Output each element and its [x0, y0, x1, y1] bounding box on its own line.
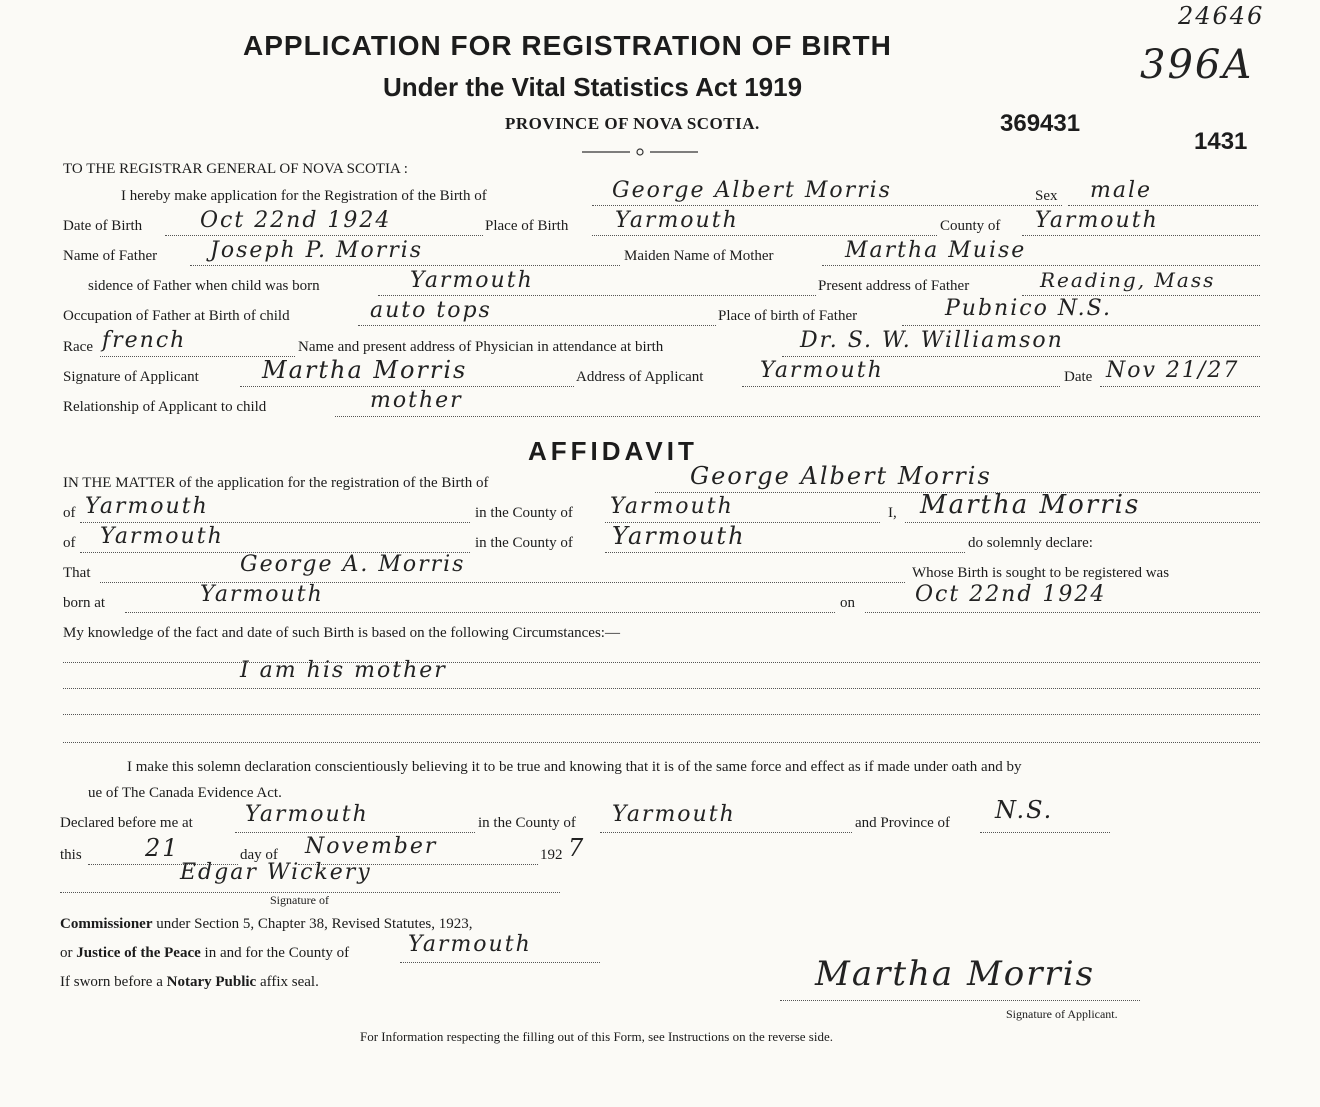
declared-county-value: Yarmouth — [612, 802, 736, 827]
occupation-value: auto tops — [370, 298, 492, 323]
declarant-value: Martha Morris — [920, 490, 1141, 520]
that-label: That — [63, 565, 91, 581]
form-subtitle: Under the Vital Statistics Act 1919 — [383, 72, 803, 102]
residence-value: Yarmouth — [410, 268, 534, 293]
notary-line — [60, 974, 319, 991]
child-name-value: George Albert Morris — [612, 178, 892, 203]
intro-label: I hereby make application for the Registration of the Birth of — [121, 188, 487, 204]
commissioner-bold: Commissioner — [60, 916, 153, 932]
address-applicant-label: Address of Applicant — [576, 369, 704, 385]
province-value: N.S. — [995, 796, 1054, 824]
father-birthplace-value: Pubnico N.S. — [945, 296, 1112, 321]
county-value-1: Yarmouth — [610, 494, 734, 519]
of-label-1: of — [63, 505, 76, 521]
physician-value: Dr. S. W. Williamson — [800, 328, 1064, 353]
justice-rest: in and for the County of — [200, 945, 350, 961]
i-label: I, — [888, 505, 897, 521]
province-heading: PROVINCE OF NOVA SCOTIA. — [505, 114, 760, 133]
year-suffix: 7 — [568, 834, 586, 862]
circumstance-value: I am his mother — [240, 658, 447, 683]
born-place-value: Yarmouth — [200, 582, 324, 607]
notary-rest: affix seal. — [256, 974, 319, 990]
relationship-label: Relationship of Applicant to child — [63, 399, 267, 415]
sex-value: male — [1090, 178, 1153, 203]
ornament-divider — [580, 144, 700, 154]
year-prefix: 192 — [540, 847, 563, 863]
mother-label: Maiden Name of Mother — [624, 248, 774, 264]
father-value: Joseph P. Morris — [210, 238, 424, 263]
relationship-value: mother — [370, 388, 463, 413]
form-number: 1431 — [1194, 128, 1248, 155]
date-label: Date — [1064, 369, 1093, 385]
declare-label: do solemnly declare: — [968, 535, 1093, 551]
top-note: 24646 — [1178, 2, 1265, 30]
applicant-signature-label: Signature of Applicant. — [1006, 1007, 1118, 1021]
day-value: 21 — [145, 834, 180, 862]
ornament-icon — [580, 147, 700, 157]
dob-label: Date of Birth — [63, 218, 143, 234]
solemn-declaration-2: ue of The Canada Evidence Act. — [88, 785, 282, 801]
commissioner-signature: Edgar Wickery — [180, 860, 372, 885]
justice-line — [60, 945, 349, 962]
present-address-value: Reading, Mass — [1040, 268, 1216, 292]
born-date-value: Oct 22nd 1924 — [915, 582, 1107, 607]
county-value-2: Yarmouth — [612, 522, 746, 550]
on-label: on — [840, 595, 855, 611]
father-birthplace-label: Place of birth of Father — [718, 308, 858, 324]
sex-label: Sex — [1035, 188, 1058, 204]
county-value: Yarmouth — [1035, 208, 1159, 233]
race-label: Race — [63, 339, 93, 355]
day-label: day of — [240, 847, 278, 863]
to-registrar-line: TO THE REGISTRAR GENERAL OF NOVA SCOTIA : — [63, 161, 408, 177]
form-title: APPLICATION FOR REGISTRATION OF BIRTH — [243, 30, 892, 61]
declared-county-label: in the County of — [478, 815, 576, 831]
footer-note: For Information respecting the filling out of this Form, see Instructions on the reverse side. — [360, 1029, 833, 1044]
pob-value: Yarmouth — [615, 208, 739, 233]
of-label-2: of — [63, 535, 76, 551]
mother-value: Martha Muise — [845, 238, 1027, 263]
notary-pre: If sworn before a — [60, 974, 167, 990]
county-label-2: in the County of — [475, 535, 573, 551]
declared-place-value: Yarmouth — [245, 802, 369, 827]
of-value-2: Yarmouth — [100, 524, 224, 549]
of-value-1: Yarmouth — [85, 494, 209, 519]
physician-label: Name and present address of Physician in attendance at birth — [298, 339, 664, 355]
sig-applicant-value: Martha Morris — [262, 356, 468, 384]
serial-number: 369431 — [1000, 110, 1081, 137]
signature-of-label: Signature of — [270, 893, 329, 907]
commissioner-rest: under Section 5, Chapter 38, Revised Statutes, 1923, — [152, 916, 473, 932]
province-label: and Province of — [855, 815, 950, 831]
county-label: County of — [940, 218, 1001, 234]
sig-applicant-label: Signature of Applicant — [63, 369, 199, 385]
matter-label: IN THE MATTER of the application for the registration of the Birth of — [63, 475, 489, 491]
whose-birth-label: Whose Birth is sought to be registered was — [912, 565, 1170, 581]
father-label: Name of Father — [63, 248, 158, 264]
justice-pre: or — [60, 945, 77, 961]
knowledge-label: My knowledge of the fact and date of such Birth is based on the following Circumstances:— — [63, 625, 620, 641]
applicant-signature: Martha Morris — [815, 954, 1096, 994]
date-value: Nov 21/27 — [1106, 358, 1240, 383]
present-address-label: Present address of Father — [818, 278, 970, 294]
occupation-label: Occupation of Father at Birth of child — [63, 308, 290, 324]
pob-label: Place of Birth — [485, 218, 569, 234]
notary-bold: Notary Public — [166, 974, 257, 990]
dob-value: Oct 22nd 1924 — [200, 208, 392, 233]
justice-bold: Justice of the Peace — [76, 945, 201, 961]
that-name-value: George A. Morris — [240, 552, 466, 577]
born-at-label: born at — [63, 595, 106, 611]
address-applicant-value: Yarmouth — [760, 358, 884, 383]
declared-before-label: Declared before me at — [60, 815, 193, 831]
county-label-1: in the County of — [475, 505, 573, 521]
affidavit-title: AFFIDAVIT — [528, 436, 698, 466]
justice-county-value: Yarmouth — [408, 932, 532, 957]
month-value: November — [305, 834, 438, 859]
residence-label: sidence of Father when child was born — [88, 278, 320, 294]
reference-number: 396A — [1140, 42, 1254, 88]
commissioner-line — [60, 916, 472, 933]
solemn-declaration-1: I make this solemn declaration conscientiously believing it to be true and knowing that it is of the same force and effect as if made under oath and by — [127, 759, 1022, 775]
race-value: french — [102, 328, 187, 353]
this-label: this — [60, 847, 82, 863]
matter-name-value: George Albert Morris — [690, 462, 992, 490]
